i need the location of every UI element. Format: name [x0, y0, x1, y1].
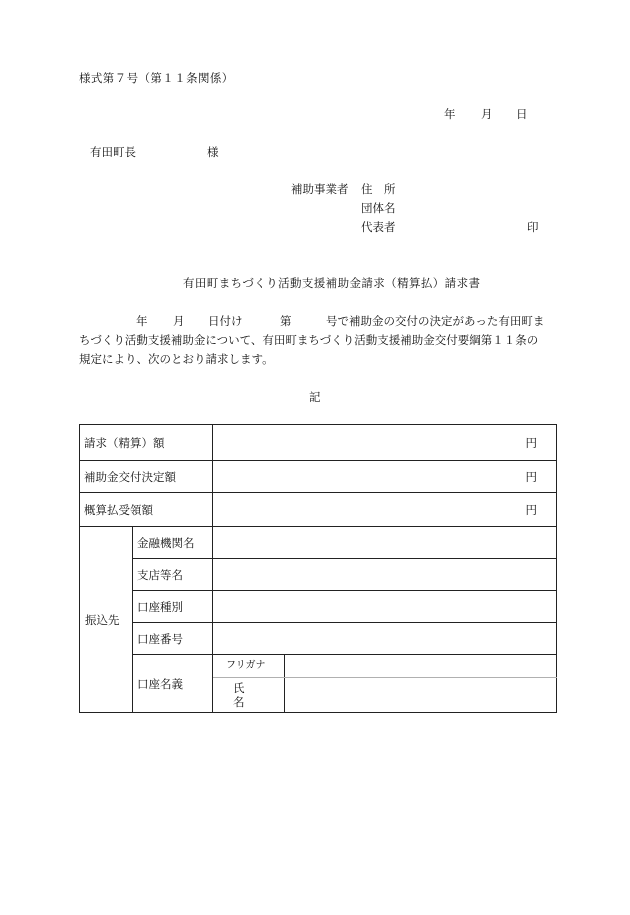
branch-name-field[interactable] [213, 559, 557, 591]
body-year-label: 年 [136, 314, 148, 328]
date-month-label: 月 [481, 107, 493, 121]
applicant-label: 補助事業者 [291, 182, 349, 196]
table-row [80, 623, 557, 655]
seal-mark: 印 [527, 220, 539, 234]
addressee-honorific: 様 [207, 145, 219, 159]
branch-name-label: 支店等名 [133, 559, 213, 591]
body-date-label: 日付け [208, 314, 243, 328]
bank-name-label: 金融機関名 [133, 527, 213, 559]
yen-unit: 円 [525, 502, 537, 517]
table-row [80, 493, 557, 527]
claim-amount-label: 請求（精算）額 [80, 425, 213, 461]
advance-received-amount-label: 概算払受領額 [80, 493, 213, 527]
table-row [80, 425, 557, 461]
table-row [80, 559, 557, 591]
table-row [80, 591, 557, 623]
advance-received-amount-field[interactable] [213, 493, 557, 527]
account-number-label: 口座番号 [133, 623, 213, 655]
body-line3: 規定により、次のとおり請求します。 [79, 352, 274, 366]
claim-form-table [79, 424, 557, 713]
organization-label: 団体名 [361, 201, 396, 215]
date-year-label: 年 [444, 107, 456, 121]
yen-unit: 円 [525, 435, 537, 450]
address-label: 住 所 [361, 182, 396, 196]
document-title: 有田町まちづくり活動支援補助金請求（精算払）請求書 [183, 276, 481, 290]
account-type-label: 口座種別 [133, 591, 213, 623]
date-day-label: 日 [516, 107, 528, 121]
furigana-field[interactable] [285, 655, 557, 678]
body-line1-rest: 号で補助金の交付の決定があった有田町ま [326, 314, 545, 328]
yen-unit: 円 [525, 469, 537, 484]
claim-amount-field[interactable] [213, 425, 557, 461]
body-number-label: 第 [280, 314, 292, 328]
grant-decision-amount-label: 補助金交付決定額 [80, 461, 213, 493]
table-row [80, 655, 557, 678]
table-row [80, 527, 557, 559]
account-type-field[interactable] [213, 591, 557, 623]
table-row [80, 461, 557, 493]
holder-name-field[interactable] [285, 678, 557, 713]
ki-heading: 記 [309, 390, 321, 404]
representative-label: 代表者 [361, 220, 396, 234]
transfer-destination-label: 振込先 [80, 527, 133, 713]
account-number-field[interactable] [213, 623, 557, 655]
form-number: 様式第７号（第１１条関係） [79, 71, 234, 85]
addressee-name: 有田町長 [90, 145, 136, 159]
grant-decision-amount-field[interactable] [213, 461, 557, 493]
body-line2: ちづくり活動支援補助金について、有田町まちづくり活動支援補助金交付要綱第１１条の [79, 333, 539, 347]
holder-name-label: 氏 名 [213, 678, 285, 713]
furigana-label: フリガナ [213, 655, 285, 678]
body-month-label: 月 [173, 314, 185, 328]
bank-name-field[interactable] [213, 527, 557, 559]
account-holder-label: 口座名義 [133, 655, 213, 713]
